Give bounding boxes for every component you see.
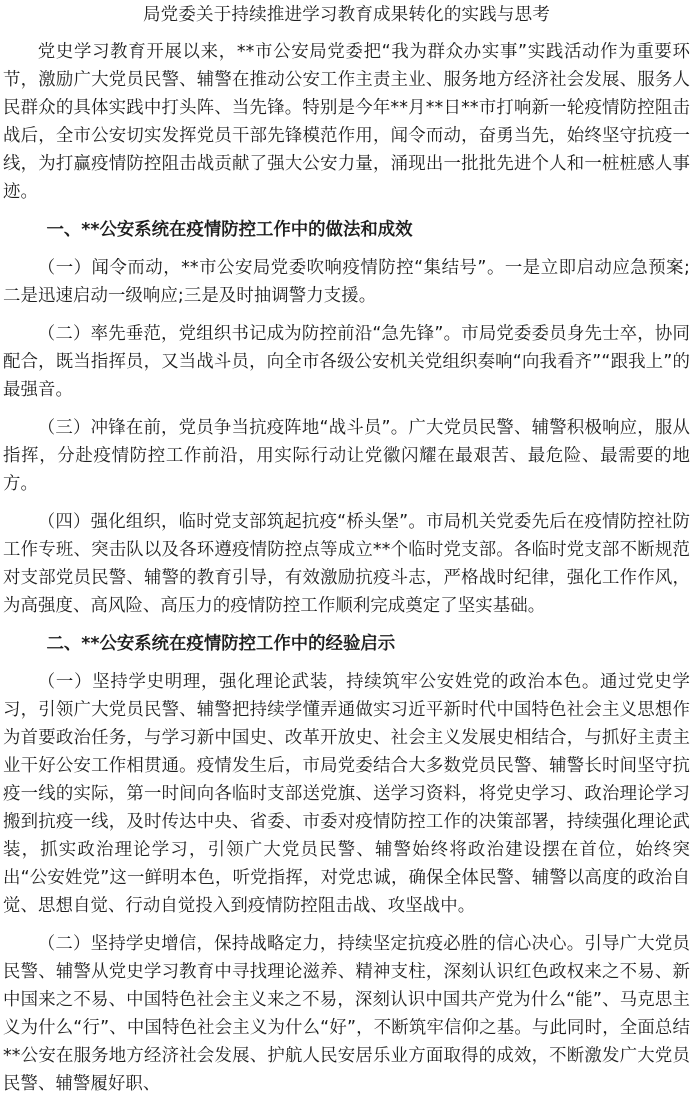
section1-paragraph-2: （二）率先垂范，党组织书记成为防控前沿“急先锋”。市局党委委员身先士卒，协同配合，既当指挥员，又当战斗员，向全市各级公安机关党组织奏响“向我看齐”“跟我上”的最强音。 — [3, 324, 690, 400]
section2-paragraph-2: （二）坚持学史增信，保持战略定力，持续坚定抗疫必胜的信心决心。引导广大党员民警、辅警从党史学习教育中寻找理论滋养、精神支柱，深刻认识红色政权来之不易、新中国来之不易、中国特色社会主义来之不易，深刻认识中国共产党为什么“能”、马克思主义为什么“行”、中国特色社会主义为什么“好”，不断筑牢信仰之基。与此同时，全面总结**公安在服务地方经济社会发展、护航人民安居乐业方面取得的成效，不断激发广大党员民警、辅警履好职、 — [3, 934, 690, 1094]
section1-paragraph-4: （四）强化组织，临时党支部筑起抗疫“桥头堡”。市局机关党委先后在疫情防控社防工作专班、突击队以及各环遵疫情防控点等成立**个临时党支部。各临时党支部不断规范对支部党员民警、辅警的教育引导，有效激励抗疫斗志，严格战时纪律，强化工作作风，为高强度、高风险、高压力的疫情防控工作顺利完成奠定了坚实基础。 — [3, 512, 690, 616]
document-title: 局党委关于持续推进学习教育成果转化的实践与思考 — [142, 5, 551, 25]
section1-paragraph-3: （三）冲锋在前，党员争当抗疫阵地“战斗员”。广大党员民警、辅警积极响应，服从指挥，分赴疫情防控工作前沿，用实际行动让党徽闪耀在最艰苦、最危险、最需要的地方。 — [3, 418, 690, 494]
section-heading-1: 一、**公安系统在疫情防控工作中的做法和成效 — [46, 220, 413, 240]
section1-paragraph-1: （一）闻令而动，**市公安局党委吹响疫情防控“集结号”。一是立即启动应急预案;二是迅速启动一级响应;三是及时抽调警力支援。 — [3, 258, 690, 306]
intro-paragraph: 党史学习教育开展以来，**市公安局党委把“我为群众办实事”实践活动作为重要环节，激励广大党员民警、辅警在推动公安工作主责主业、服务地方经济社会发展、服务人民群众的具体实践中打头阵、当先锋。特别是今年**月**日**市打响新一轮疫情防控阻击战后，全市公安切实发挥党员干部先锋模范作用，闻令而动，奋勇当先，始终坚守抗疫一线，为打赢疫情防控阻击战贡献了强大公安力量，涌现出一批批先进个人和一桩桩感人事迹。 — [3, 42, 690, 202]
section-heading-2: 二、**公安系统在疫情防控工作中的经验启示 — [46, 634, 396, 654]
section2-paragraph-1: （一）坚持学史明理，强化理论武装，持续筑牢公安姓党的政治本色。通过党史学习，引领广大党员民警、辅警把持续学懂弄通做实习近平新时代中国特色社会主义思想作为首要政治任务，与学习新中国史、改革开放史、社会主义发展史相结合，与抓好主责主业干好公安工作相贯通。疫情发生后，市局党委结合大多数党员民警、辅警长时间坚守抗疫一线的实际，第一时间向各临时支部送党旗、送学习资料，将党史学习、政治理论学习搬到抗疫一线，及时传达中央、省委、市委对疫情防控工作的决策部署，持续强化理论武装，抓实政治理论学习，引领广大党员民警、辅警始终将政治建设摆在首位，始终突出“公安姓党”这一鲜明本色，听党指挥，对党忠诚，确保全体民警、辅警以高度的政治自觉、思想自觉、行动自觉投入到疫情防控阻击战、攻坚战中。 — [3, 672, 690, 916]
